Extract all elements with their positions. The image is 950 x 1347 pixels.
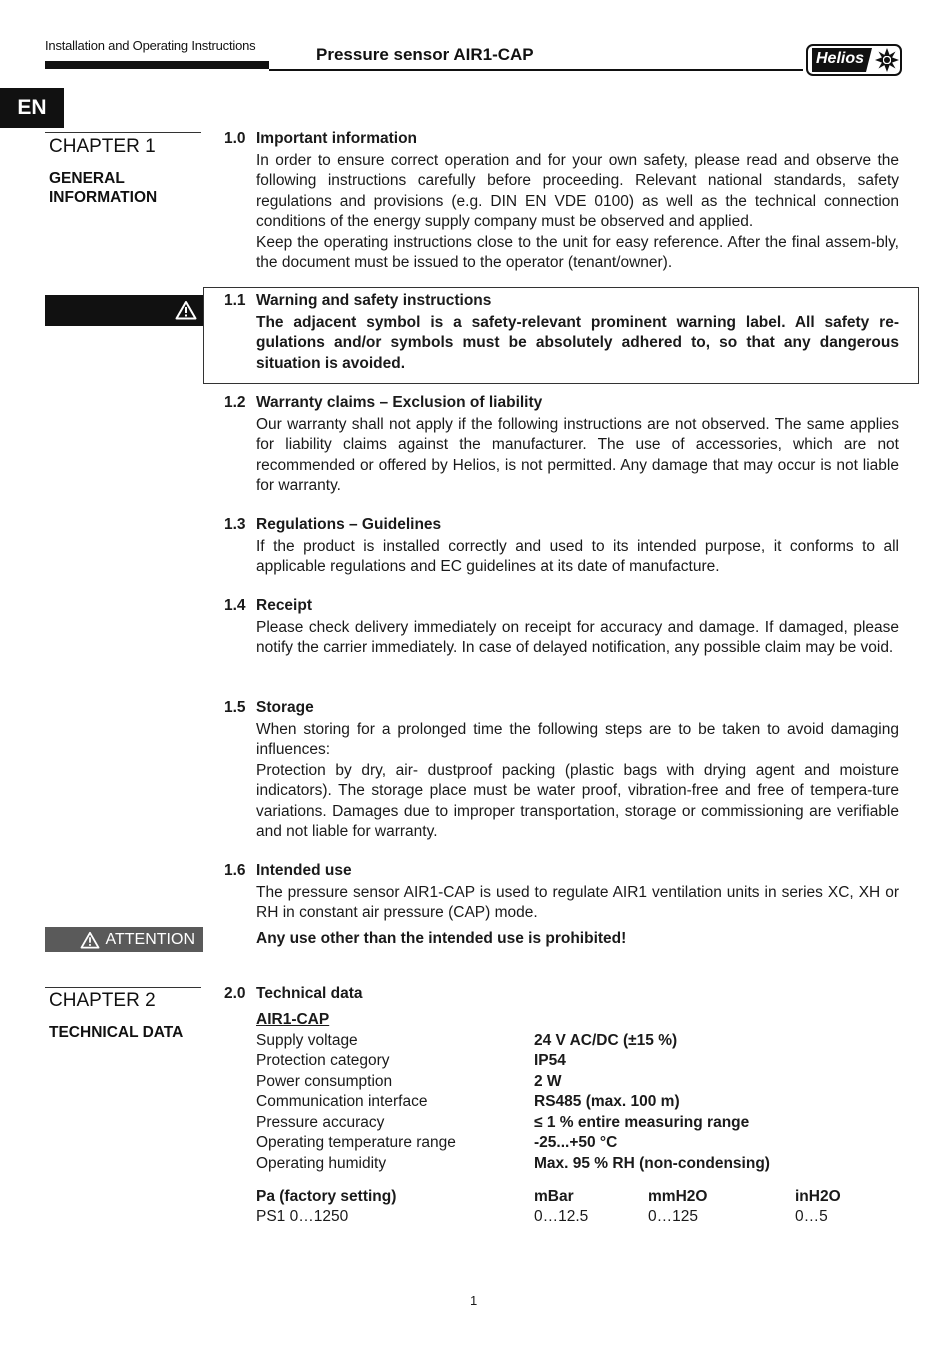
section-heading: Technical data: [256, 985, 363, 1002]
header-rule: [269, 69, 803, 71]
section-body: [256, 720, 899, 843]
page-number: 1: [470, 1293, 478, 1308]
section-number: 1.5: [224, 699, 246, 716]
section-body: If the product is installed correctly and used to its intended purpose, it conforms to all applicable regulations and EC guidelines at its date of manufacture.: [256, 537, 899, 575]
tech-value: ≤ 1 % entire measuring range: [534, 1114, 750, 1131]
chapter2-title: CHAPTER 2: [49, 990, 156, 1011]
chapter1-title: CHAPTER 1: [49, 136, 156, 157]
section-body: [256, 151, 899, 274]
range-header: inH2O: [795, 1188, 841, 1205]
section-paragraph: When storing for a prolonged time the following steps are to be taken to avoid damaging influences:: [256, 720, 899, 758]
attention-label: [45, 927, 203, 952]
tech-label: Operating temperature range: [256, 1134, 456, 1151]
range-cell: 0…125: [648, 1208, 698, 1225]
section-1-4: [224, 597, 899, 682]
section-1-5: [224, 699, 899, 845]
section-number: 1.0: [224, 130, 246, 147]
section-heading: Warning and safety instructions: [256, 292, 492, 309]
language-tab: EN: [0, 88, 64, 128]
helios-logo: [806, 44, 902, 76]
range-header: mBar: [534, 1188, 574, 1205]
section-number: 2.0: [224, 985, 246, 1002]
section-body: Our warranty shall not apply if the following instructions are not observed. The same applies for liability claims against the manufacturer. The use of accessories, which are not recommended or offered by Helios, is not permitted. Any damage that may occur is not liable for warranty.: [256, 415, 899, 494]
section-number: 1.4: [224, 597, 246, 614]
section-heading: Regulations – Guidelines: [256, 516, 442, 533]
section-paragraph: Keep the operating instructions close to the unit for easy reference. After the final assem-bly, the document must be issued to the operator (tenant/owner).: [256, 233, 899, 271]
section-body: Please check delivery immediately on receipt for accuracy and damage. If damaged, please notify the carrier immediately. In case of delayed notification, any possible claim may be void.: [256, 618, 899, 656]
section-heading: Intended use: [256, 862, 352, 879]
attention-text: Any use other than the intended use is prohibited!: [256, 930, 627, 947]
tech-model: AIR1-CAP: [256, 1011, 330, 1028]
header-title: Pressure sensor AIR1-CAP: [316, 45, 534, 64]
tech-label: Pressure accuracy: [256, 1114, 385, 1131]
section-heading: Important information: [256, 130, 418, 147]
section-number: 1.6: [224, 862, 246, 879]
section-1-1: [224, 292, 899, 377]
section-1-6: [224, 862, 899, 926]
tech-value: IP54: [534, 1052, 566, 1069]
section-body: The adjacent symbol is a safety-relevant prominent warning label. All safety re-gulations and/or symbols must be absolutely adhered to, so that any dangerous situation is avoided.: [256, 313, 899, 372]
section-heading: Storage: [256, 699, 314, 716]
tech-label: Communication interface: [256, 1093, 428, 1110]
warning-triangle-icon: [175, 300, 197, 320]
logo-text: Helios: [816, 50, 865, 67]
range-cell: 0…12.5: [534, 1208, 589, 1225]
section-number: 1.1: [224, 292, 246, 309]
range-cell: 0…5: [795, 1208, 828, 1225]
section-2-0: [224, 985, 899, 1007]
section-body: The pressure sensor AIR1-CAP is used to regulate AIR1 ventilation units in series XC, XH or RH in constant air pressure (CAP) mode.: [256, 883, 899, 921]
chapter1-subtitle-2: INFORMATION: [49, 189, 158, 206]
chapter2-subtitle: TECHNICAL DATA: [49, 1024, 184, 1041]
section-1-2: [224, 394, 899, 499]
tech-label: Protection category: [256, 1052, 390, 1069]
section-number: 1.2: [224, 394, 246, 411]
tech-value: -25...+50 °C: [534, 1134, 618, 1151]
header-doc-type: Installation and Operating Instructions: [45, 38, 256, 53]
chapter1-subtitle-1: GENERAL: [49, 170, 125, 187]
tech-label: Operating humidity: [256, 1155, 387, 1172]
chapter1-rule: [45, 132, 201, 133]
section-paragraph: Protection by dry, air- dustproof packing (plastic bags with drying agent and moisture indicators). The storage place must be water proof, vibration-free and free of tempera-ture variations. Damages due to improper transportation, storage or commissioning are verifiable and not liable for warranty.: [256, 761, 899, 840]
tech-label: Power consumption: [256, 1073, 393, 1090]
tech-value: 2 W: [534, 1073, 562, 1090]
range-header: Pa (factory setting): [256, 1188, 397, 1205]
attention-label-text: ATTENTION: [105, 930, 195, 948]
section-1-3: [224, 516, 899, 580]
chapter2-rule: [45, 987, 201, 988]
header-bar: [45, 61, 269, 69]
section-number: 1.3: [224, 516, 246, 533]
tech-value: Max. 95 % RH (non-condensing): [534, 1155, 770, 1172]
range-cell: PS1 0…1250: [256, 1208, 349, 1225]
tech-value: 24 V AC/DC (±15 %): [534, 1032, 678, 1049]
section-paragraph: In order to ensure correct operation and for your own safety, please read and observe the following instructions carefully before proceeding. Relevant national standards, safety regulations and provisions (e.g. DIN EN VDE 0100) as well as the technical connection conditions of the energy supply company must be observed and applied.: [256, 151, 899, 230]
section-1-0: [224, 130, 899, 275]
range-header: mmH2O: [648, 1188, 708, 1205]
section-heading: Warranty claims – Exclusion of liability: [256, 394, 543, 411]
warning-bar: [45, 295, 203, 326]
warning-triangle-icon: [80, 931, 100, 949]
tech-value: RS485 (max. 100 m): [534, 1093, 680, 1110]
tech-label: Supply voltage: [256, 1032, 358, 1049]
section-heading: Receipt: [256, 597, 312, 614]
